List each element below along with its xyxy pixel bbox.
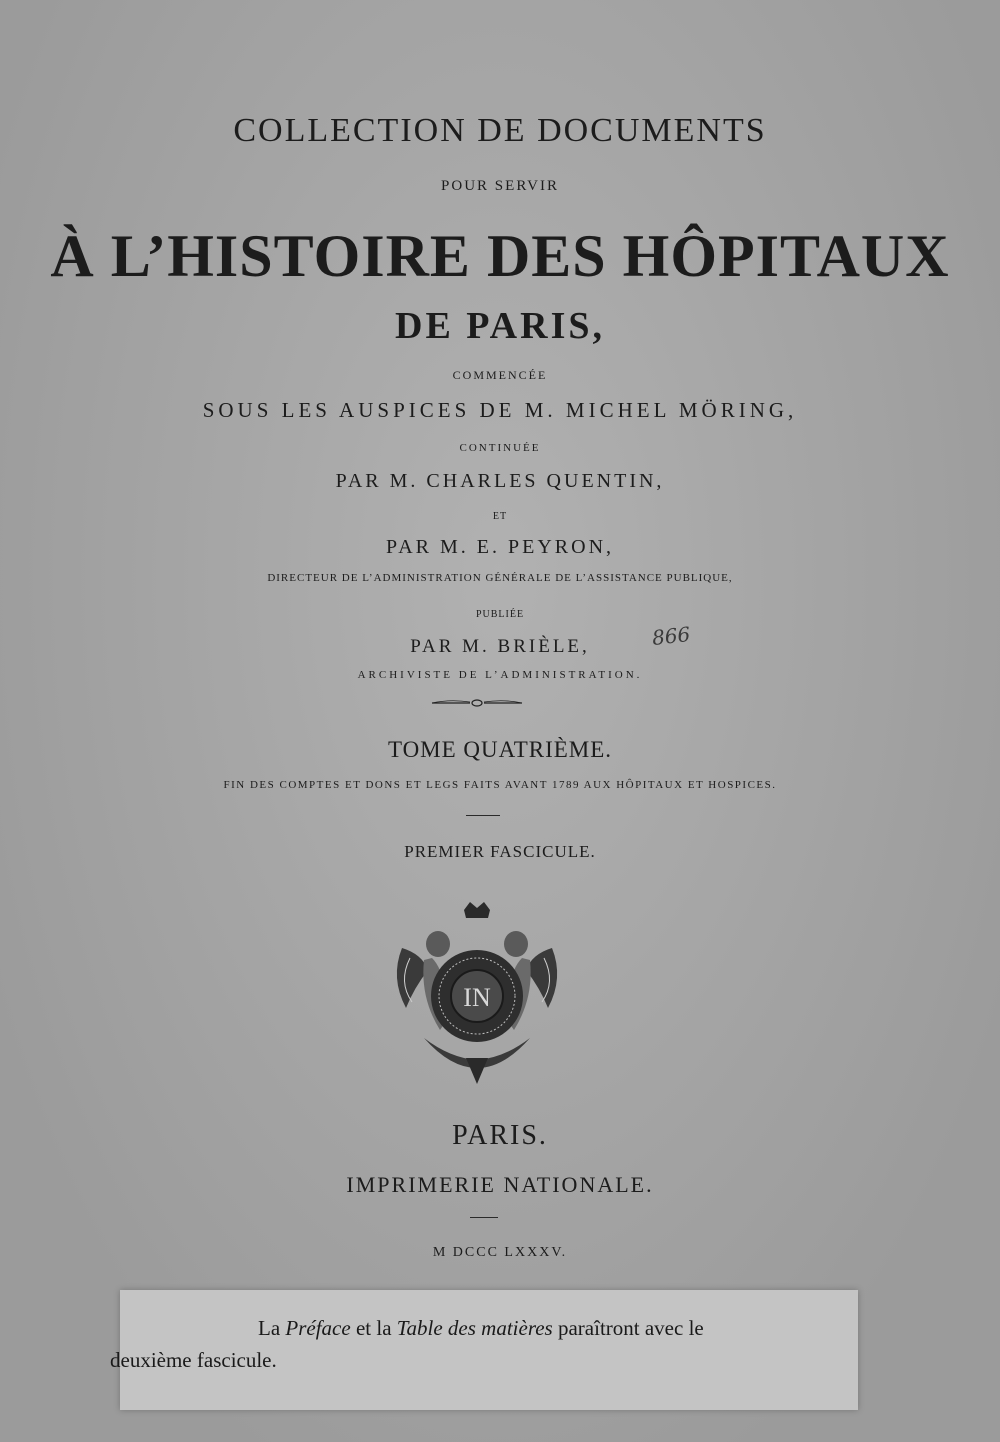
ornament-divider: [430, 696, 524, 710]
notice-part2: et la: [350, 1316, 397, 1340]
notice-part3: paraîtront avec le deuxième fascicule.: [110, 1316, 704, 1372]
tome-subtitle: FIN DES COMPTES ET DONS ET LEGS FAITS AVANT 1789 AUX HÔPITAUX ET HOSPICES.: [223, 779, 777, 791]
de-paris-title: DE PARIS,: [395, 305, 605, 347]
imprimerie-emblem: [384, 898, 570, 1088]
et-line: ET: [492, 511, 508, 522]
pour-servir-line: POUR SERVIR: [441, 178, 559, 194]
collection-heading: COLLECTION DE DOCUMENTS: [233, 112, 767, 149]
imprint-rule: [470, 1217, 498, 1218]
briele-line: PAR M. BRIÈLE,: [410, 636, 590, 657]
main-title: À L’HISTOIRE DES HÔPITAUX: [50, 223, 950, 289]
archiviste-line: ARCHIVISTE DE L’ADMINISTRATION.: [357, 669, 643, 681]
continuee-line: CONTINUÉE: [459, 442, 541, 454]
notice-table: Table des matières: [396, 1316, 553, 1340]
notice-preface: Préface: [285, 1316, 351, 1340]
auspices-line: SOUS LES AUSPICES DE M. MICHEL MÖRING,: [202, 398, 798, 422]
imprint-printer: IMPRIMERIE NATIONALE.: [346, 1172, 654, 1197]
tome-heading: TOME QUATRIÈME.: [387, 737, 613, 762]
imprint-year: M DCCC LXXXV.: [432, 1245, 568, 1260]
publiee-line: PUBLIÉE: [475, 609, 525, 620]
notice-text: [110, 1312, 770, 1376]
commencee-line: COMMENCÉE: [452, 368, 548, 382]
emblem-monogram: IN: [463, 983, 491, 1012]
divider-rule: [466, 815, 500, 816]
imprint-city: PARIS.: [452, 1120, 548, 1151]
notice-part1: La: [258, 1316, 286, 1340]
peyron-line: PAR M. E. PEYRON,: [385, 536, 615, 558]
fascicule-line: PREMIER FASCICULE.: [404, 842, 596, 861]
handwritten-mark: 866: [650, 622, 692, 650]
directeur-line: DIRECTEUR DE L’ADMINISTRATION GÉNÉRALE DE L’ASSISTANCE PUBLIQUE,: [267, 572, 733, 584]
quentin-line: PAR M. CHARLES QUENTIN,: [335, 470, 665, 492]
